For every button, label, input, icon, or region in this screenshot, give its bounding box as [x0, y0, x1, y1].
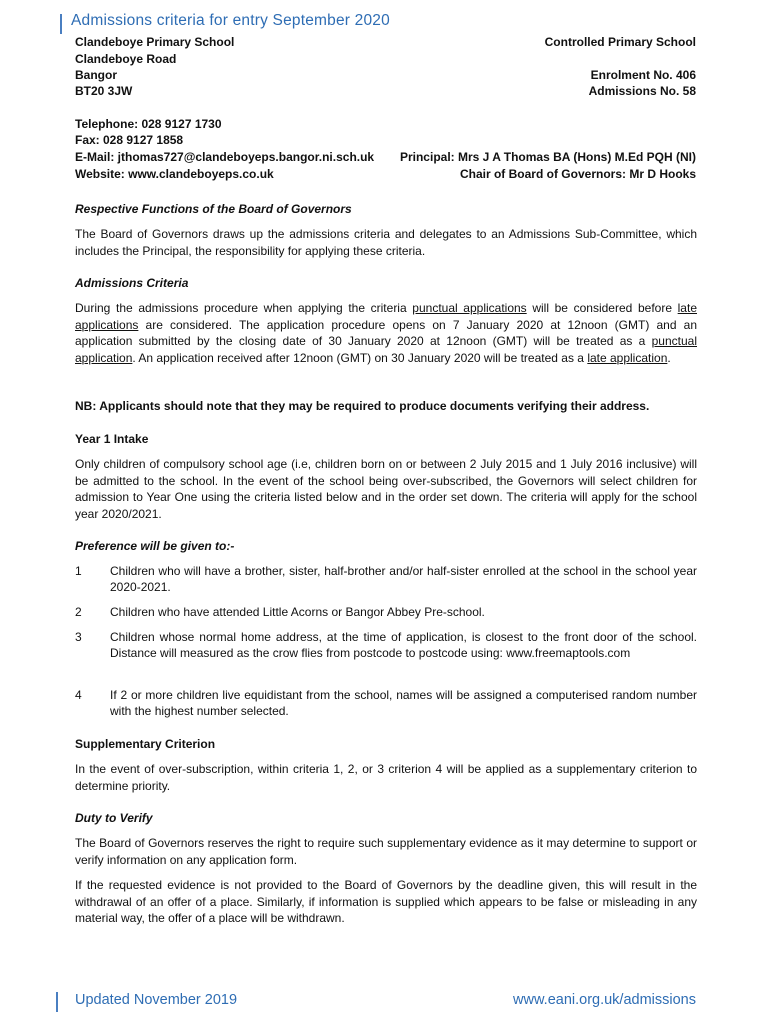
preference-item — [75, 687, 697, 720]
functions-body: The Board of Governors draws up the admissions criteria and delegates to an Admissions Sub-Committee, which includes the Principal, the responsibility for applying these criteria. — [75, 227, 697, 258]
preference-item — [75, 563, 697, 596]
school-type: Controlled Primary School — [544, 35, 696, 49]
admissions-criteria-heading: Admissions Criteria — [75, 276, 189, 290]
punctual-applications-term: punctual applications — [412, 301, 527, 316]
footer-updated: Updated November 2019 — [75, 992, 238, 1008]
website: Website: www.clandeboyeps.co.uk — [75, 167, 274, 181]
duty-body-2: If the requested evidence is not provided to the Board of Governors by the deadline given, this will result in the withdrawal of an offer of a place. Similarly, if information is supplied which appears to be false or misleading in any material way, the offer of a place will be withdrawn. — [75, 878, 697, 926]
duty-section — [75, 810, 697, 926]
year1-body: Only children of compulsory school age (i.e, children born on or between 2 July 2015 and 1 July 2016 inclusive) will be admitted to the school. In the event of the school being over-subscribed, the Governors will select children for admission to Year One using the criteria listed below and in the order set down. The criteria will apply for the school year 2020/2021. — [75, 457, 697, 521]
year1-section — [75, 431, 697, 522]
preference-item-number: 1 — [75, 564, 82, 578]
telephone: Telephone: 028 9127 1730 — [75, 117, 222, 131]
preference-item-number: 2 — [75, 605, 82, 619]
preference-item-text: Children who have attended Little Acorns or Bangor Abbey Pre-school. — [110, 605, 485, 619]
late-application-term: late application — [587, 350, 668, 365]
school-name: Clandeboye Primary School — [75, 35, 235, 49]
admissions-criteria-body: During the admissions procedure when applying the criteria punctual applications will be considered before late applications are considered. The application procedure opens on 7 January 2020 at 12noon (GMT) and an application submitted by the closing date of 30 January 2020 at 12noon (GMT) will be treated as a punctual application. An application received after 12noon (GMT) on 30 January 2020 will be treated as a late application. — [75, 301, 697, 365]
postcode: BT20 3JW — [75, 84, 133, 98]
document-title: Admissions criteria for entry September 2020 — [71, 12, 390, 29]
year1-heading: Year 1 Intake — [75, 432, 149, 446]
email: E-Mail: jthomas727@clandeboyeps.bangor.ni.sch.uk — [75, 150, 375, 164]
enrolment-number: Enrolment No. 406 — [590, 68, 696, 82]
chair-of-governors: Chair of Board of Governors: Mr D Hooks — [459, 167, 696, 181]
punctual-application-term: punctual application — [75, 334, 697, 365]
preference-item-text: Children who will have a brother, sister, half-brother and/or half-sister enrolled at the school in the school year 2020-2021. — [110, 564, 697, 595]
footer-url-link[interactable]: www.eani.org.uk/admissions — [513, 992, 696, 1008]
admissions-number: Admissions No. 58 — [588, 84, 696, 98]
supplementary-heading: Supplementary Criterion — [75, 737, 216, 751]
duty-heading: Duty to Verify — [75, 811, 153, 825]
nb-section — [75, 398, 697, 414]
preference-item — [75, 629, 697, 662]
preference-item — [75, 604, 697, 620]
functions-heading: Respective Functions of the Board of Governors — [75, 202, 352, 216]
functions-section — [75, 201, 697, 259]
preference-heading-block — [75, 538, 697, 554]
preference-heading: Preference will be given to:- — [75, 539, 235, 553]
nb-note: NB: Applicants should note that they may be required to produce documents verifying their address. — [75, 399, 650, 413]
fax: Fax: 028 9127 1858 — [75, 133, 184, 147]
principal: Principal: Mrs J A Thomas BA (Hons) M.Ed PQH (NI) — [399, 150, 696, 164]
preference-item-text: Children whose normal home address, at the time of application, is closest to the front door of the school. Distance will measured as the crow flies from postcode to postcode using: www.freemaptools.com — [110, 630, 697, 661]
preference-item-number: 4 — [75, 688, 82, 702]
address-line-1: Clandeboye Road — [75, 51, 177, 66]
preference-item-number: 3 — [75, 630, 82, 644]
title-accent-bar — [60, 14, 62, 34]
admissions-criteria-section — [75, 275, 697, 366]
duty-body-1: The Board of Governors reserves the right to require such supplementary evidence as it may determine to support or verify information on any application form. — [75, 836, 697, 867]
preference-item-text: If 2 or more children live equidistant from the school, names will be assigned a computerised random number with the highest number selected. — [110, 688, 697, 719]
supplementary-section — [75, 736, 697, 794]
supplementary-body: In the event of over-subscription, within criteria 1, 2, or 3 criterion 4 will be applied as a supplementary criterion to determine priority. — [75, 762, 697, 793]
footer-accent-bar — [56, 992, 58, 1012]
address-line-2: Bangor — [75, 68, 117, 82]
late-applications-term: late applications — [75, 301, 697, 332]
